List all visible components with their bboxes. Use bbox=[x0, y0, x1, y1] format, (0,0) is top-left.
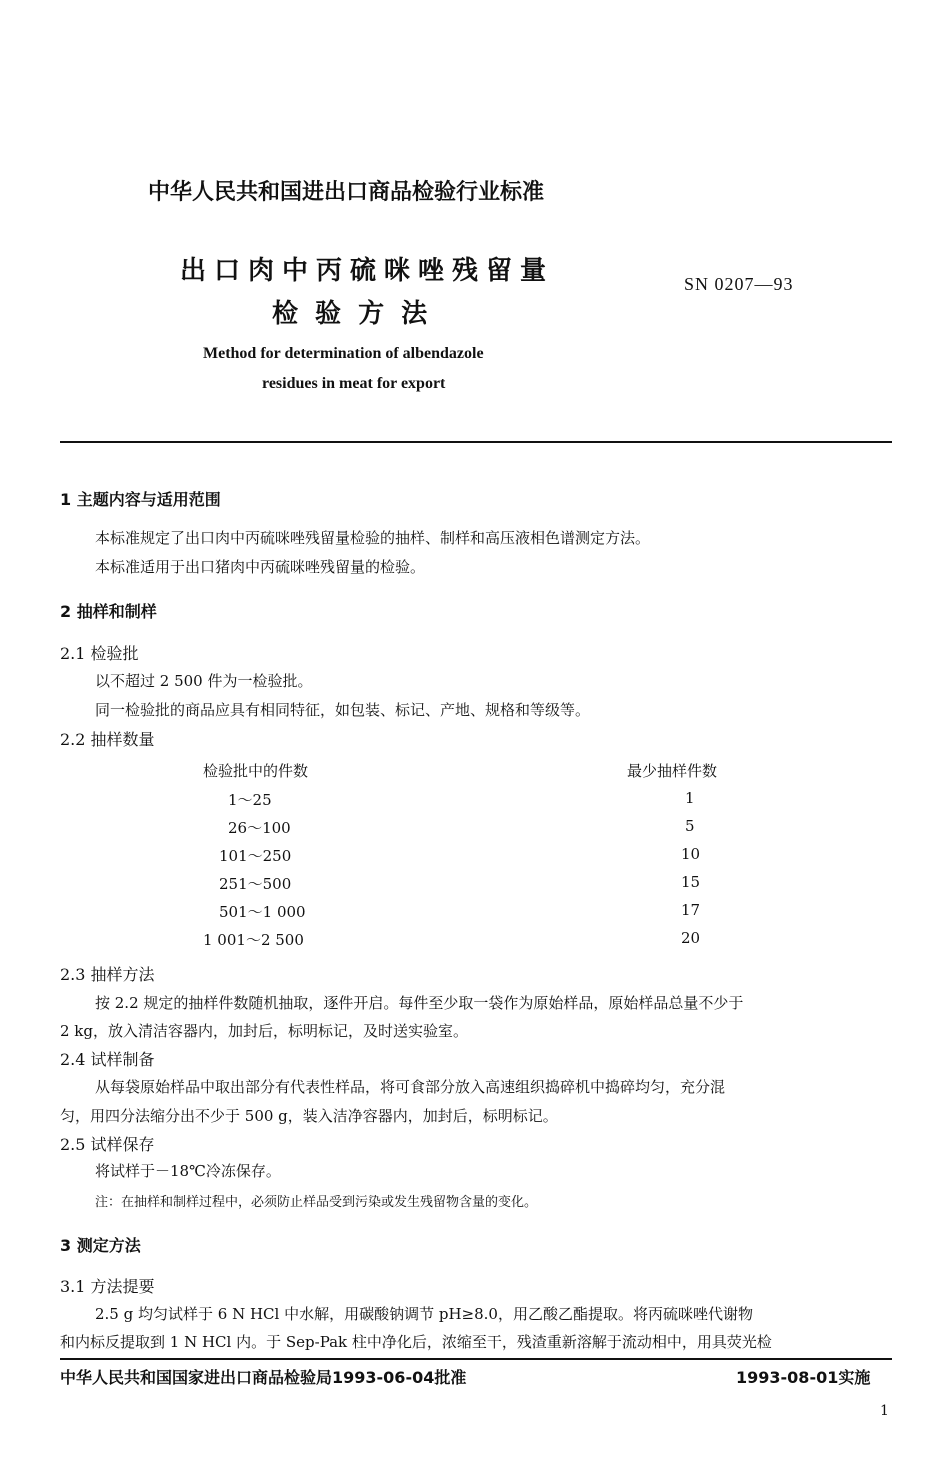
standard-number: SN 0207—93 bbox=[684, 274, 794, 294]
section-2-3-paragraph-1: 按 2.2 规定的抽样件数随机抽取，逐件开启。每件至少取一袋作为原始样品，原始样品总量不少于 bbox=[95, 994, 744, 1012]
section-2-1-paragraph-2: 同一检验批的商品应具有相同特征，如包装、标记、产地、规格和等级等。 bbox=[95, 701, 591, 719]
section-2-3-heading: 2.3 抽样方法 bbox=[60, 965, 155, 984]
document-title-en-line1: Method for determination of albendazole bbox=[203, 345, 484, 362]
table-cell-min: 5 bbox=[685, 817, 695, 835]
section-2-1-heading: 2.1 检验批 bbox=[60, 644, 139, 663]
issuing-authority-title: 中华人民共和国进出口商品检验行业标准 bbox=[148, 180, 545, 205]
section-2-4-paragraph-1: 从每袋原始样品中取出部分有代表性样品，将可食部分放入高速组织捣碎机中捣碎均匀，充分混 bbox=[95, 1078, 726, 1096]
section-2-5-paragraph-1: 将试样于－18℃冷冻保存。 bbox=[95, 1162, 281, 1180]
effective-date: 1993-08-01实施 bbox=[736, 1368, 871, 1387]
section-1-heading: 1 主题内容与适用范围 bbox=[60, 490, 221, 509]
document-title-cn-line1: 出口肉中丙硫咪唑残留量 bbox=[180, 256, 555, 286]
table-cell-min: 20 bbox=[681, 929, 701, 947]
section-1-paragraph-2: 本标准适用于出口猪肉中丙硫咪唑残留量的检验。 bbox=[95, 558, 426, 576]
table-cell-min: 15 bbox=[681, 873, 701, 891]
section-2-3-paragraph-2: 2 kg，放入清洁容器内，加封后，标明标记，及时送实验室。 bbox=[60, 1022, 469, 1040]
section-1-paragraph-1: 本标准规定了出口肉中丙硫咪唑残留量检验的抽样、制样和高压液相色谱测定方法。 bbox=[95, 529, 651, 547]
page-number: 1 bbox=[880, 1403, 889, 1419]
table-cell-lot: 1 001～2 500 bbox=[203, 931, 304, 949]
table-cell-lot: 101～250 bbox=[219, 847, 292, 865]
section-2-4-heading: 2.4 试样制备 bbox=[60, 1050, 155, 1069]
section-2-5-heading: 2.5 试样保存 bbox=[60, 1135, 155, 1154]
section-3-1-heading: 3.1 方法提要 bbox=[60, 1277, 155, 1296]
section-2-2-heading: 2.2 抽样数量 bbox=[60, 730, 155, 749]
table-cell-lot: 1～25 bbox=[228, 791, 272, 809]
table-cell-lot: 501～1 000 bbox=[219, 903, 306, 921]
table-header-min-samples: 最少抽样件数 bbox=[627, 762, 718, 780]
table-cell-lot: 251～500 bbox=[219, 875, 292, 893]
document-title-cn-line2: 检 验 方 法 bbox=[272, 299, 432, 329]
section-3-heading: 3 测定方法 bbox=[60, 1236, 141, 1255]
header-divider bbox=[60, 441, 892, 443]
footer-divider bbox=[60, 1358, 892, 1360]
section-2-heading: 2 抽样和制样 bbox=[60, 602, 157, 621]
section-3-1-paragraph-1: 2.5 g 均匀试样于 6 N HCl 中水解，用碳酸钠调节 pH≥8.0，用乙酸乙酯提取。将丙硫咪唑代谢物 bbox=[95, 1305, 753, 1323]
table-cell-min: 10 bbox=[681, 845, 701, 863]
table-cell-min: 1 bbox=[685, 789, 695, 807]
document-title-en-line2: residues in meat for export bbox=[262, 375, 446, 392]
section-2-4-paragraph-2: 匀，用四分法缩分出不少于 500 g，装入洁净容器内，加封后，标明标记。 bbox=[60, 1107, 558, 1125]
section-3-1-paragraph-2: 和内标反提取到 1 N HCl 内。于 Sep-Pak 柱中净化后，浓缩至干，残渣重新溶解于流动相中，用具荧光检 bbox=[60, 1333, 772, 1351]
section-2-1-paragraph-1: 以不超过 2 500 件为一检验批。 bbox=[95, 672, 313, 690]
approval-statement: 中华人民共和国国家进出口商品检验局1993-06-04批准 bbox=[60, 1368, 467, 1387]
table-cell-lot: 26～100 bbox=[228, 819, 291, 837]
table-cell-min: 17 bbox=[681, 901, 701, 919]
table-header-lot-size: 检验批中的件数 bbox=[203, 762, 309, 780]
section-2-note: 注：在抽样和制样过程中，必须防止样品受到污染或发生残留物含量的变化。 bbox=[95, 1195, 538, 1210]
